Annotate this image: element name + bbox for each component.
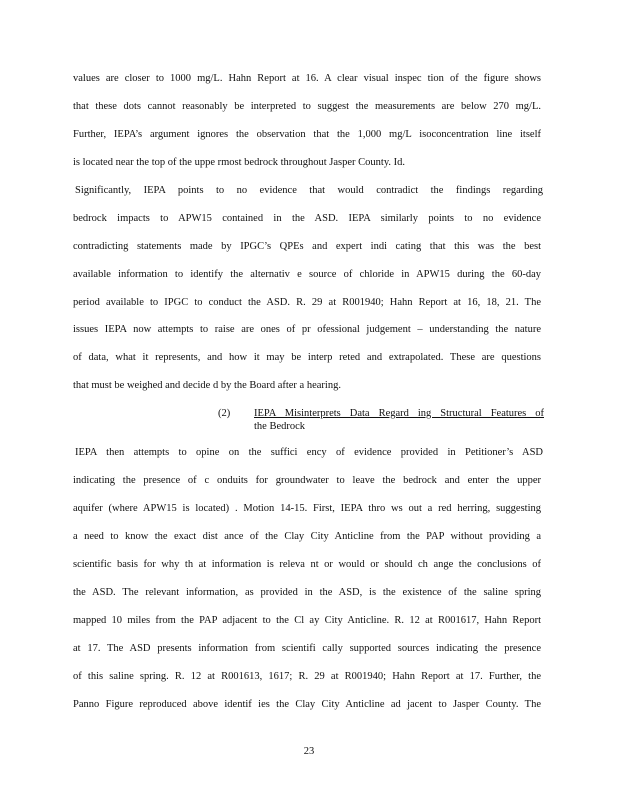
- text-line: available information to identify the alternativ e source of chloride in APW15 during the 60-day: [73, 269, 541, 280]
- text-line: a need to know the exact dist ance of the Clay City Anticline from the PAP without providing a: [73, 531, 541, 542]
- heading-line: IEPA Misinterprets Data Regard ing Structural Features of: [254, 408, 544, 419]
- page-number: 23: [303, 746, 315, 757]
- text-line: that these dots cannot reasonably be interpreted to suggest the measurements are below 270 mg/L.: [73, 101, 541, 112]
- text-line: bedrock impacts to APW15 contained in the ASD. IEPA similarly points to no evidence: [73, 213, 541, 224]
- text-line: Significantly, IEPA points to no evidence that would contradict the findings regarding: [75, 185, 543, 196]
- text-line: contradicting statements made by IPGC’s QPEs and expert indi cating that this was the best: [73, 241, 541, 252]
- text-line: Further, IEPA’s argument ignores the observation that the 1,000 mg/L isoconcentration line itself: [73, 129, 541, 140]
- heading-number: (2): [218, 408, 231, 419]
- text-line: aquifer (where APW15 is located) . Motion 14-15. First, IEPA thro ws out a red herring, suggesting: [73, 503, 541, 514]
- text-line: issues IEPA now attempts to raise are ones of pr ofessional judgement – understanding the nature: [73, 324, 541, 335]
- text-line: at 17. The ASD presents information from scientifi cally supported sources indicating the presence: [73, 643, 541, 654]
- text-line: is located near the top of the uppe rmost bedrock throughout Jasper County. Id.: [73, 157, 406, 168]
- text-line: Panno Figure reproduced above identif ies the Clay City Anticline ad jacent to Jasper County. The: [73, 699, 541, 710]
- text-line: scientific basis for why th at information is releva nt or would or should ch ange the conclusions of: [73, 559, 541, 570]
- section-heading: [254, 407, 544, 433]
- text-line: values are closer to 1000 mg/L. Hahn Report at 16. A clear visual inspec tion of the figure shows: [73, 73, 541, 84]
- text-line: of data, what it represents, and how it may be interp reted and extrapolated. These are questions: [73, 352, 541, 363]
- text-line: of this saline spring. R. 12 at R001613, 1617; R. 29 at R001940; Hahn Report at 17. Further, the: [73, 671, 541, 682]
- text-line: period available to IPGC to conduct the ASD. R. 29 at R001940; Hahn Report at 16, 18, 21. The: [73, 297, 541, 308]
- text-line: mapped 10 miles from the PAP adjacent to the Cl ay City Anticline. R. 12 at R001617, Hahn Report: [73, 615, 541, 626]
- text-line: indicating the presence of c onduits for groundwater to leave the bedrock and enter the upper: [73, 475, 541, 486]
- text-line: IEPA then attempts to opine on the suffici ency of evidence provided in Petitioner’s ASD: [75, 447, 543, 458]
- text-line: the ASD. The relevant information, as provided in the ASD, is the existence of the saline spring: [73, 587, 541, 598]
- text-line: that must be weighed and decide d by the Board after a hearing.: [73, 380, 341, 391]
- heading-line: the Bedrock: [254, 421, 306, 432]
